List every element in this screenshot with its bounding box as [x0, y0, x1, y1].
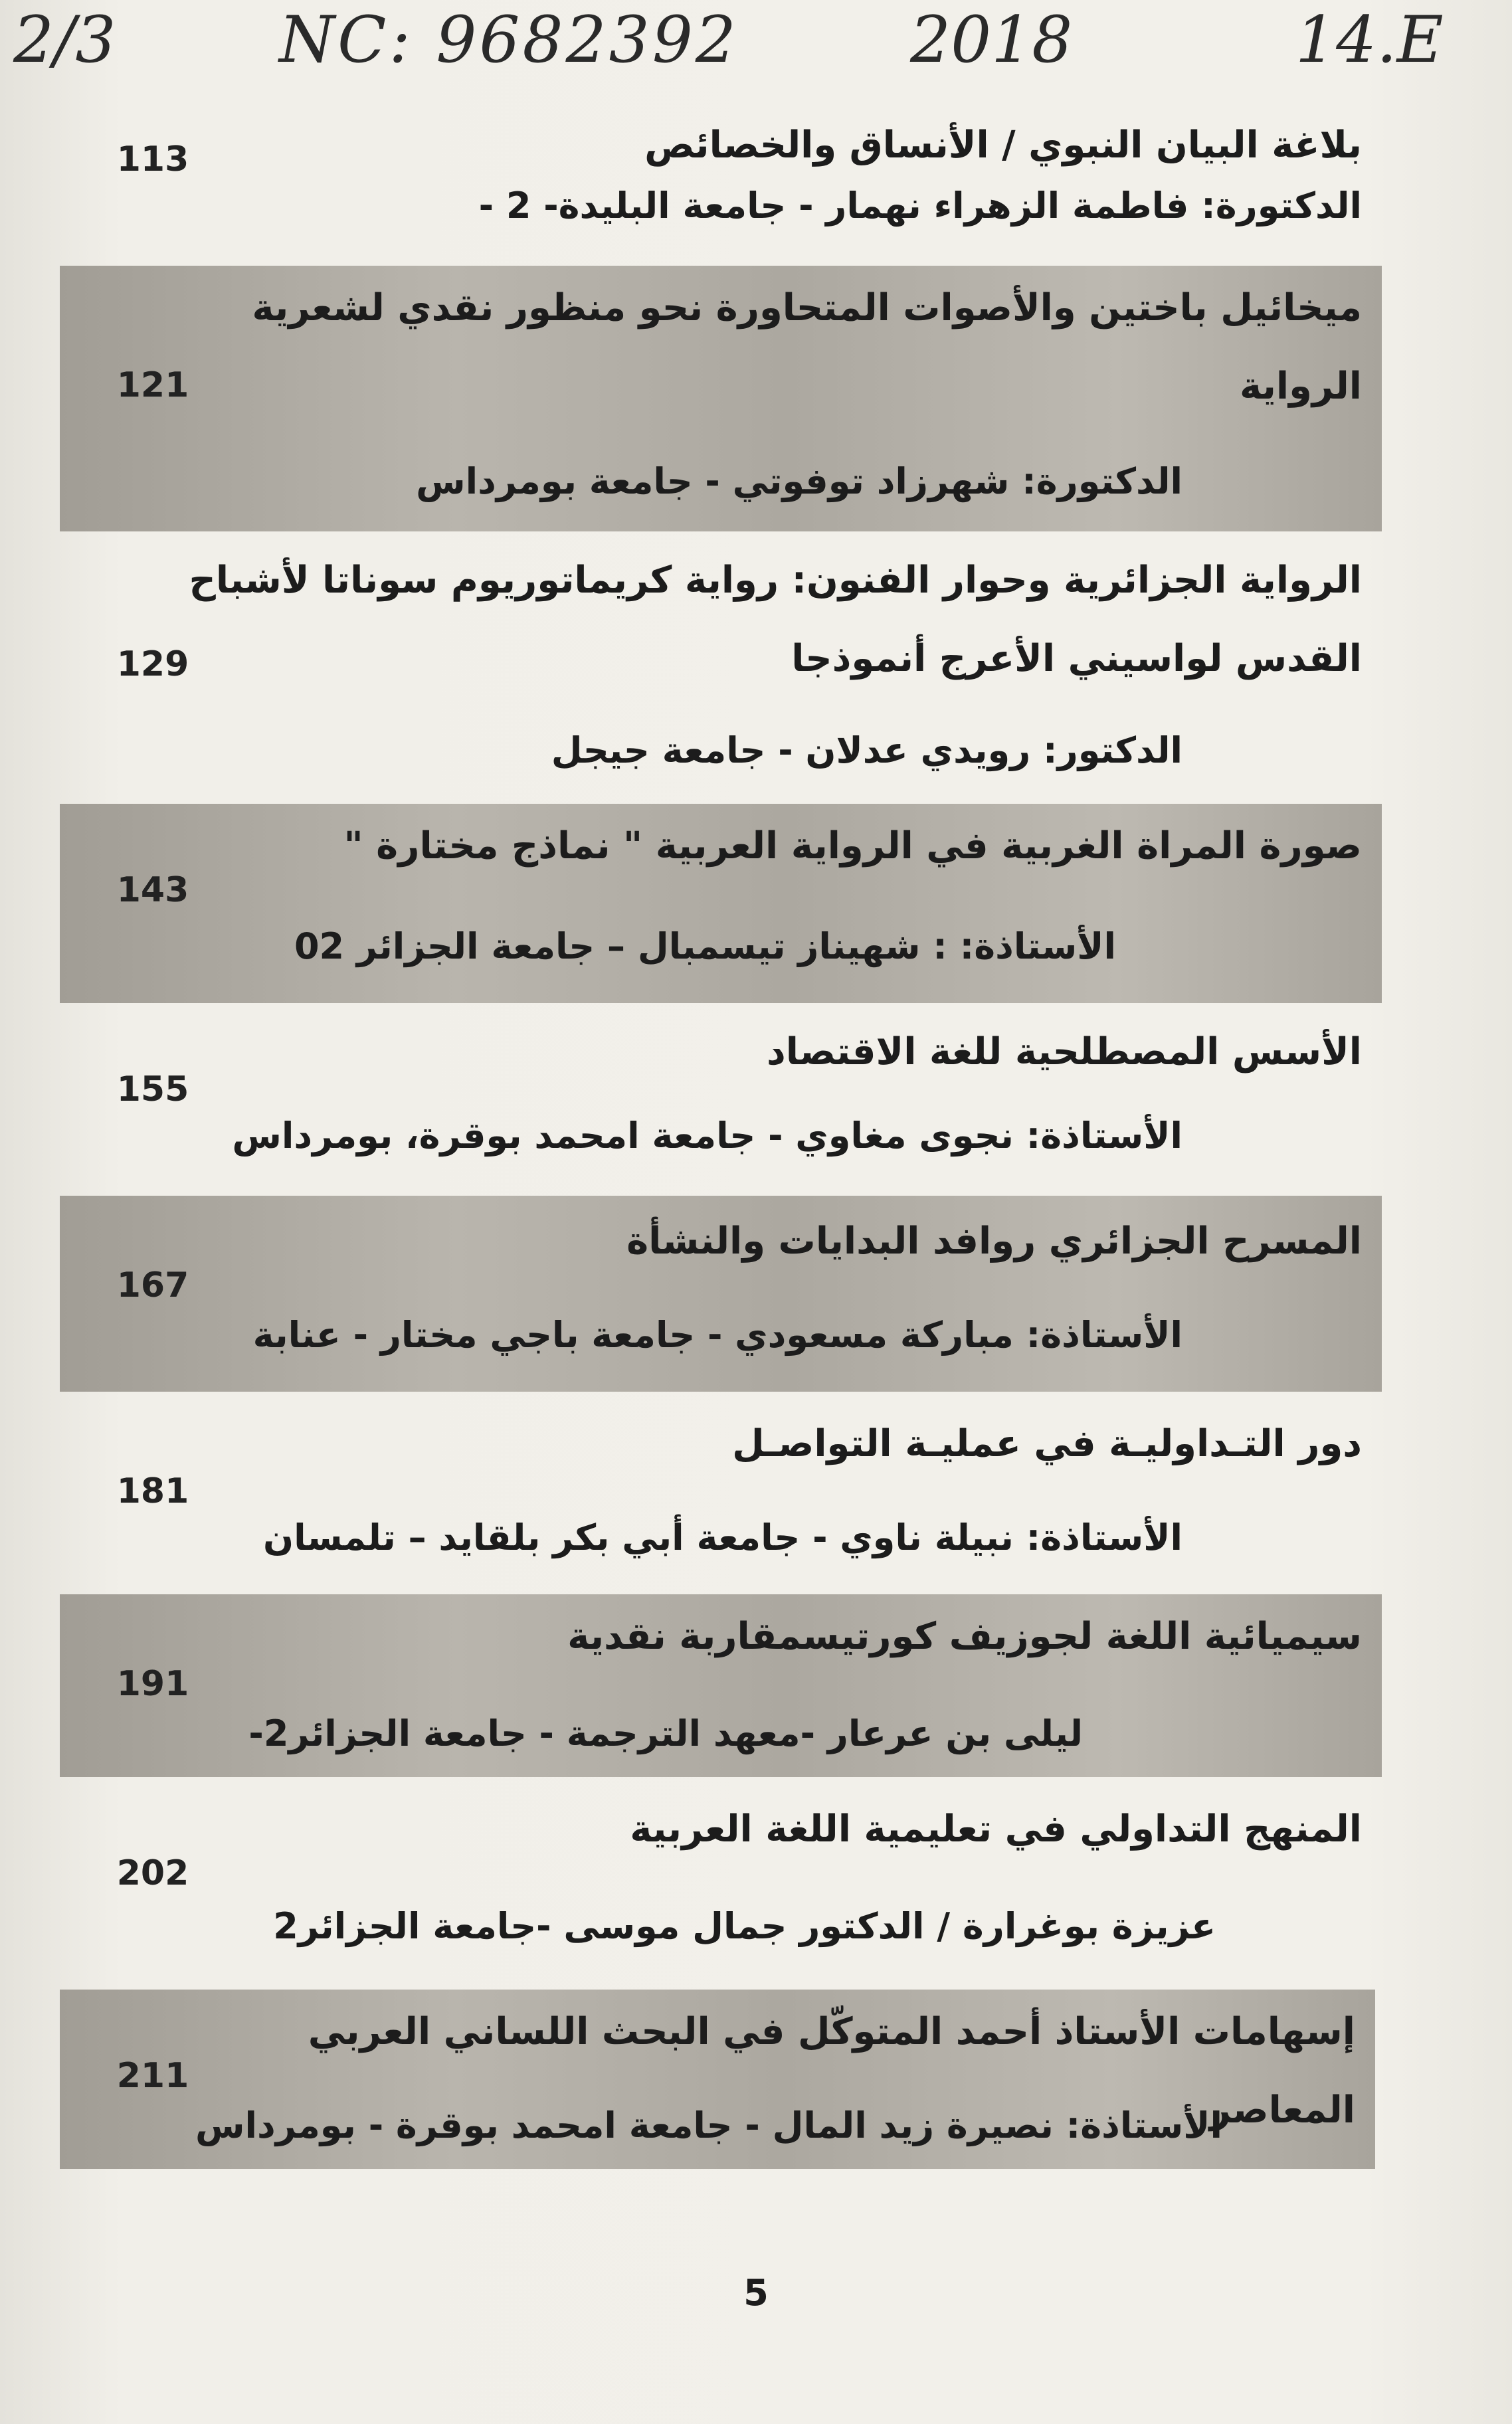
- entry-title: ميخائيل باختين والأصوات المتحاورة نحو منظور نقدي لشعرية الرواية: [252, 286, 1362, 408]
- entry-title: المسرح الجزائري روافد البدايات والنشأة: [626, 1220, 1362, 1263]
- entry-author: الأستاذة: مباركة مسعودي - جامعة باجي مختار - عنابة: [252, 1314, 1182, 1356]
- entry-title: بلاغة البيان النبوي / الأنساق والخصائص: [644, 124, 1362, 167]
- toc-entry: [60, 1196, 1382, 1392]
- entry-author: الأستاذة: نصيرة زيد المال - جامعة امحمد بوقرة - بومرداس: [195, 2104, 1222, 2146]
- toc-entry: [60, 1594, 1382, 1777]
- entry-title: دور التـداوليـة في عمليـة التواصـل: [732, 1422, 1362, 1465]
- entry-page-number: 191: [116, 1664, 189, 1704]
- entry-page-number: 121: [116, 365, 189, 405]
- entry-author: ليلى بن عرعار -معهد الترجمة - جامعة الجزائر2-: [248, 1713, 1083, 1754]
- handwritten-nc-number: NC: 9682392: [279, 3, 739, 77]
- entry-title: سيميائية اللغة لجوزيف كورتيسمقاربة نقدية: [567, 1615, 1362, 1658]
- entry-author: الأستاذة: نبيلة ناوي - جامعة أبي بكر بلقايد – تلمسان: [262, 1517, 1182, 1558]
- toc-entry: [60, 106, 1382, 252]
- entry-page-number: 113: [116, 140, 189, 179]
- entry-author: الأستاذة: : شهيناز تيسمبال – جامعة الجزائر 02: [294, 925, 1116, 967]
- page-number-footer: 5: [743, 2272, 769, 2314]
- entry-page-number: 181: [116, 1471, 189, 1511]
- entry-author: الأستاذة: نجوى مغاوي - جامعة امحمد بوقرة، بومرداس: [232, 1115, 1182, 1157]
- toc-entry: [60, 1990, 1375, 2169]
- handwritten-shelf-code: 14.E: [1295, 3, 1444, 77]
- entry-page-number: 211: [116, 2056, 189, 2096]
- entry-page-number: 155: [116, 1070, 189, 1109]
- entry-title: صورة المراة الغربية في الرواية العربية " نماذج مختارة ": [343, 824, 1362, 868]
- toc-entry: [60, 1013, 1382, 1172]
- toc-entry: [60, 266, 1382, 531]
- entry-title: الرواية الجزائرية وحوار الفنون: رواية كريماتوريوم سوناتا لأشباح القدس لواسيني الأعرج أنموذجا: [189, 559, 1362, 680]
- entry-author: الدكتور: رويدي عدلان - جامعة جيجل: [551, 729, 1182, 771]
- entry-title: الأسس المصطلحية للغة الاقتصاد: [767, 1030, 1362, 1073]
- toc-entry: [60, 804, 1382, 1003]
- entry-page-number: 167: [116, 1265, 189, 1305]
- entry-page-number: 143: [116, 870, 189, 910]
- handwritten-year: 2018: [910, 3, 1073, 77]
- entry-author: الدكتورة: فاطمة الزهراء نهمار - جامعة البليدة- 2 -: [478, 185, 1362, 227]
- handwritten-fraction: 2/3: [13, 3, 116, 77]
- entry-page-number: 129: [116, 644, 189, 684]
- entry-title: المنهج التداولي في تعليمية اللغة العربية: [630, 1808, 1362, 1851]
- entry-author: الدكتورة: شهرزاد توفوتي - جامعة بومرداس: [416, 460, 1182, 502]
- entry-author: عزيزة بوغرارة / الدكتور جمال موسى -جامعة الجزائر2: [273, 1905, 1216, 1947]
- entry-page-number: 202: [116, 1853, 189, 1893]
- toc-entry: [60, 1405, 1382, 1584]
- toc-entry: [60, 541, 1382, 794]
- toc-entry: [60, 1790, 1382, 1970]
- entry-title: إسهامات الأستاذ أحمد المتوكّل في البحث اللساني العربي المعاصر: [308, 2010, 1355, 2132]
